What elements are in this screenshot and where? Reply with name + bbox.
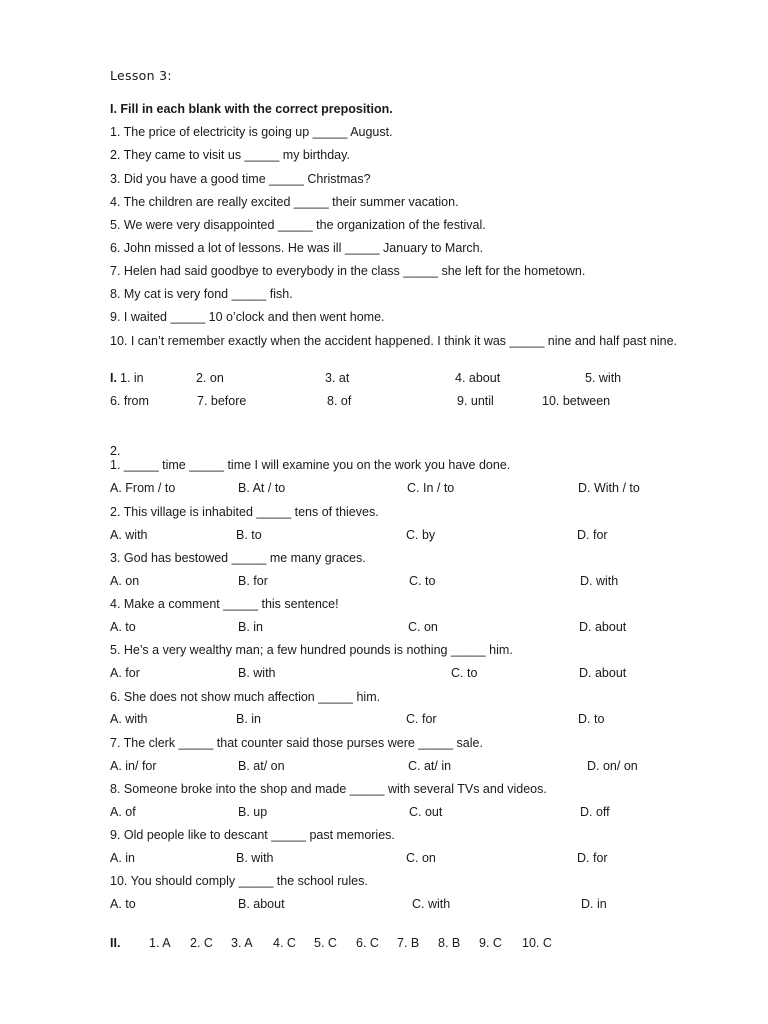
option-b: B. up bbox=[238, 805, 268, 819]
option-b: B. to bbox=[236, 528, 262, 542]
option-a: A. with bbox=[110, 528, 148, 542]
answer-item: 6. from bbox=[110, 394, 149, 408]
option-d: D. about bbox=[579, 666, 627, 680]
answer-item: 6. C bbox=[356, 936, 379, 950]
option-b: B. with bbox=[238, 666, 276, 680]
part1-question: 4. The children are really excited _____ their summer vacation. bbox=[110, 195, 459, 209]
answer-item: 4. about bbox=[455, 371, 501, 385]
option-a: A. in/ for bbox=[110, 759, 157, 773]
answer-item: 8. B bbox=[438, 936, 461, 950]
part1-question: 9. I waited _____ 10 o’clock and then went home. bbox=[110, 310, 385, 324]
part2-question: 3. God has bestowed _____ me many graces. bbox=[110, 551, 366, 565]
part1-question: 2. They came to visit us _____ my birthday. bbox=[110, 148, 350, 162]
answer-item: 5. C bbox=[314, 936, 337, 950]
part2-question: 6. She does not show much affection _____ him. bbox=[110, 690, 381, 704]
part1-heading: I. Fill in each blank with the correct preposition. bbox=[110, 102, 393, 116]
answer-item: 10. C bbox=[522, 936, 552, 950]
option-d: D. for bbox=[577, 528, 608, 542]
answer-item: 4. C bbox=[273, 936, 296, 950]
option-a: A. to bbox=[110, 897, 136, 911]
option-c: C. on bbox=[408, 620, 438, 634]
option-d: D. with bbox=[580, 574, 619, 588]
option-a: A. From / to bbox=[110, 481, 176, 495]
option-b: B. for bbox=[238, 574, 268, 588]
part1-question: 1. The price of electricity is going up _____ August. bbox=[110, 125, 393, 139]
option-b: B. in bbox=[236, 712, 262, 726]
option-a: A. with bbox=[110, 712, 148, 726]
answer-item: 2. on bbox=[196, 371, 224, 385]
option-c: C. In / to bbox=[407, 481, 455, 495]
answer-item: 7. before bbox=[197, 394, 247, 408]
part2-question: 10. You should comply _____ the school rules. bbox=[110, 874, 368, 888]
option-c: C. with bbox=[412, 897, 451, 911]
option-b: B. in bbox=[238, 620, 264, 634]
option-d: D. off bbox=[580, 805, 610, 819]
option-c: C. for bbox=[406, 712, 437, 726]
part2-question: 7. The clerk _____ that counter said those purses were _____ sale. bbox=[110, 736, 483, 750]
part2-question: 4. Make a comment _____ this sentence! bbox=[110, 597, 339, 611]
option-c: C. out bbox=[409, 805, 443, 819]
part2-question: 8. Someone broke into the shop and made _____ with several TVs and videos. bbox=[110, 782, 547, 796]
part2-heading: 2. bbox=[110, 444, 121, 458]
answer-item: 9. C bbox=[479, 936, 502, 950]
answer-item: 5. with bbox=[585, 371, 622, 385]
option-c: C. on bbox=[406, 851, 436, 865]
part1-question: 5. We were very disappointed _____ the organization of the festival. bbox=[110, 218, 486, 232]
option-a: A. in bbox=[110, 851, 136, 865]
part1-question: 8. My cat is very fond _____ fish. bbox=[110, 287, 293, 301]
option-c: C. to bbox=[409, 574, 436, 588]
part2-question: 2. This village is inhabited _____ tens of thieves. bbox=[110, 505, 379, 519]
answer-item: 3. A bbox=[231, 936, 253, 950]
option-c: C. to bbox=[451, 666, 478, 680]
option-c: C. by bbox=[406, 528, 436, 542]
part2-answers-label: II. bbox=[110, 936, 121, 950]
option-d: D. for bbox=[577, 851, 608, 865]
part1-question: 6. John missed a lot of lessons. He was ill _____ January to March. bbox=[110, 241, 484, 255]
answer-item: 3. at bbox=[325, 371, 350, 385]
part2-question: 5. He’s a very wealthy man; a few hundred pounds is nothing _____ him. bbox=[110, 643, 513, 657]
option-a: A. for bbox=[110, 666, 140, 680]
part1-question: 10. I can’t remember exactly when the accident happened. I think it was _____ nine and half past nine. bbox=[110, 334, 678, 348]
option-c: C. at/ in bbox=[408, 759, 452, 773]
answer-item: 1. A bbox=[149, 936, 171, 950]
option-b: B. with bbox=[236, 851, 274, 865]
answer-item: 1. in bbox=[120, 371, 144, 385]
option-a: A. of bbox=[110, 805, 136, 819]
option-d: D. to bbox=[578, 712, 605, 726]
option-a: A. to bbox=[110, 620, 136, 634]
option-a: A. on bbox=[110, 574, 140, 588]
part1-question: 7. Helen had said goodbye to everybody in the class _____ she left for the hometown. bbox=[110, 264, 586, 278]
answer-item: 8. of bbox=[327, 394, 352, 408]
part1-question: 3. Did you have a good time _____ Christmas? bbox=[110, 172, 371, 186]
part2-question: 1. _____ time _____ time I will examine you on the work you have done. bbox=[110, 458, 511, 472]
option-d: D. on/ on bbox=[587, 759, 638, 773]
option-d: D. about bbox=[579, 620, 627, 634]
part2-question: 9. Old people like to descant _____ past memories. bbox=[110, 828, 395, 842]
part1-answers-label: I. bbox=[110, 371, 117, 385]
answer-item: 9. until bbox=[457, 394, 494, 408]
option-d: D. in bbox=[581, 897, 607, 911]
lesson-title: Lesson 3: bbox=[110, 68, 172, 83]
option-b: B. at/ on bbox=[238, 759, 285, 773]
answer-item: 2. C bbox=[190, 936, 213, 950]
answer-item: 7. B bbox=[397, 936, 420, 950]
option-b: B. about bbox=[238, 897, 285, 911]
answer-item: 10. between bbox=[542, 394, 611, 408]
option-d: D. With / to bbox=[578, 481, 640, 495]
option-b: B. At / to bbox=[238, 481, 286, 495]
